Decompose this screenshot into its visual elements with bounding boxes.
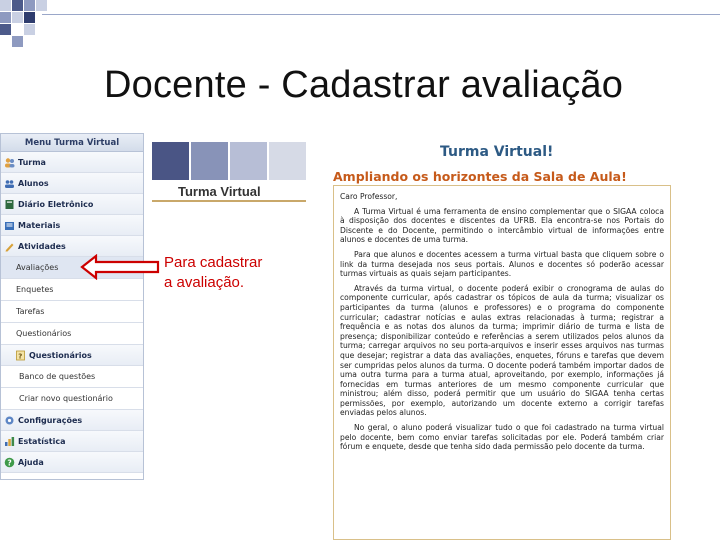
chart-icon	[4, 436, 15, 447]
menu-item-label: Ajuda	[18, 457, 44, 467]
menu-item-configuracoes[interactable]	[1, 410, 143, 431]
menu-item-ajuda[interactable]	[1, 452, 143, 473]
menu-item-label: Configurações	[18, 415, 83, 425]
menu-item-label: Atividades	[18, 241, 66, 251]
menu-item-materiais[interactable]	[1, 215, 143, 236]
svg-text:?: ?	[7, 458, 12, 468]
decorative-squares	[0, 0, 190, 50]
panel-subtitle: Ampliando os horizontes da Sala de Aula!	[333, 169, 627, 184]
paragraph: A Turma Virtual é uma ferramenta de ensino complementar que o SIGAA coloca à disposição dos docentes e discentes da UFRB. Ela encontra-se nos Portais do Discente e do Docente, permitindo o intercâmbio virtual de informações entre alunos e docentes de uma turma.	[340, 206, 664, 245]
menu-item-questionarios[interactable]	[1, 323, 143, 345]
paragraph: Para que alunos e docentes acessem a turma virtual basta que cliquem sobre o link da turma desejada nos seus portais. Alunos e docentes só poderão acessar turmas virtuais as quais sejam participantes.	[340, 249, 664, 279]
menu-item-banco-de-questoes[interactable]	[1, 366, 143, 388]
settings-icon	[4, 415, 15, 426]
menu-item-label: Enquetes	[16, 285, 54, 294]
menu-item-label: Banco de questões	[19, 372, 96, 381]
menu-item-label: Tarefas	[16, 307, 45, 316]
banner-square	[191, 142, 228, 180]
turma-virtual-banner	[152, 142, 306, 204]
banner-square	[152, 142, 189, 180]
banner-title: Turma Virtual	[178, 184, 261, 199]
paragraph: No geral, o aluno poderá visualizar tudo o que foi cadastrado na turma virtual pelo docente, bem como enviar tarefas solicitadas por ele. Poderá também criar fórum e enquete, desde que tenha sido dada permissão pelo docente da turma.	[340, 423, 664, 452]
paragraph: Através da turma virtual, o docente poderá exibir o cronograma de aulas do componente curricular, após cadastrar os tópicos de aula da turma; visualizar os participantes da turma (alunos e professores) e o programa do componente curricular; cadastrar notícias e aulas extras relacionadas à turma; registrar a frequência e as notas dos alunos da turma; imprimir diário de turma e lista de presença; disponibilizar conteúdo e referências a serem utilizados pelos alunos da turma; carregar arquivos no seu porta-arquivos e inserir esses arquivos nas turmas que desejar; registrar a data das avaliações, enquetes, fóruns e tarefas que devem ser cumpridas pelos alunos da turma. O docente poderá também importar dados de uma outra turma para a turma atual, aproveitando, por exemplo, informações já fornecidas em turmas anteriores de um mesmo componente curricular que ministrou; além disso, poderá permitir que um usuário do SIGAA tenha certas permissões, por exemplo, autorizando um docente externo a corrigir tarefas enviadas pelos alunos.	[340, 283, 664, 418]
menu-item-label: Turma	[18, 157, 46, 167]
menu-item-estatistica[interactable]	[1, 431, 143, 452]
menu-item-criar-novo-questionario[interactable]	[1, 388, 143, 410]
question-doc-icon	[15, 350, 26, 361]
students-icon	[4, 178, 15, 189]
menu-item-label: Questionários	[29, 350, 92, 360]
svg-text:?: ?	[18, 352, 23, 360]
title-rule	[42, 14, 720, 15]
turma-virtual-menu	[0, 133, 144, 480]
banner-square	[269, 142, 306, 180]
slide-title: Docente - Cadastrar avaliação	[104, 64, 624, 106]
menu-item-label: Estatística	[18, 436, 66, 446]
banner-square	[230, 142, 267, 180]
greeting: Caro Professor,	[340, 192, 398, 201]
banner-underline	[152, 200, 306, 202]
menu-item-label: Alunos	[18, 178, 49, 188]
menu-item-tarefas[interactable]	[1, 301, 143, 323]
welcome-text-box	[333, 185, 671, 540]
help-icon	[4, 457, 15, 468]
menu-item-label: Diário Eletrônico	[18, 199, 94, 209]
pencil-icon	[4, 241, 15, 252]
menu-item-label: Criar novo questionário	[19, 394, 113, 403]
folder-icon	[4, 220, 15, 231]
menu-item-alunos[interactable]	[1, 173, 143, 194]
menu-item-diario-eletronico[interactable]	[1, 194, 143, 215]
book-icon	[4, 199, 15, 210]
menu-item-enquetes[interactable]	[1, 279, 143, 301]
people-icon	[4, 157, 15, 168]
menu-item-turma[interactable]	[1, 152, 143, 173]
red-arrow-icon	[80, 254, 162, 280]
menu-item-label: Avaliações	[16, 263, 59, 272]
annotation-line-2: a avaliação.	[164, 274, 245, 291]
panel-title: Turma Virtual!	[440, 144, 554, 160]
menu-subsection-questionarios[interactable]	[1, 345, 143, 366]
menu-item-label: Questionários	[16, 329, 72, 338]
menu-header: Menu Turma Virtual	[1, 134, 143, 152]
annotation-line-1: Para cadastrar	[164, 254, 263, 271]
annotation-note	[164, 253, 262, 293]
menu-item-label: Materiais	[18, 220, 61, 230]
